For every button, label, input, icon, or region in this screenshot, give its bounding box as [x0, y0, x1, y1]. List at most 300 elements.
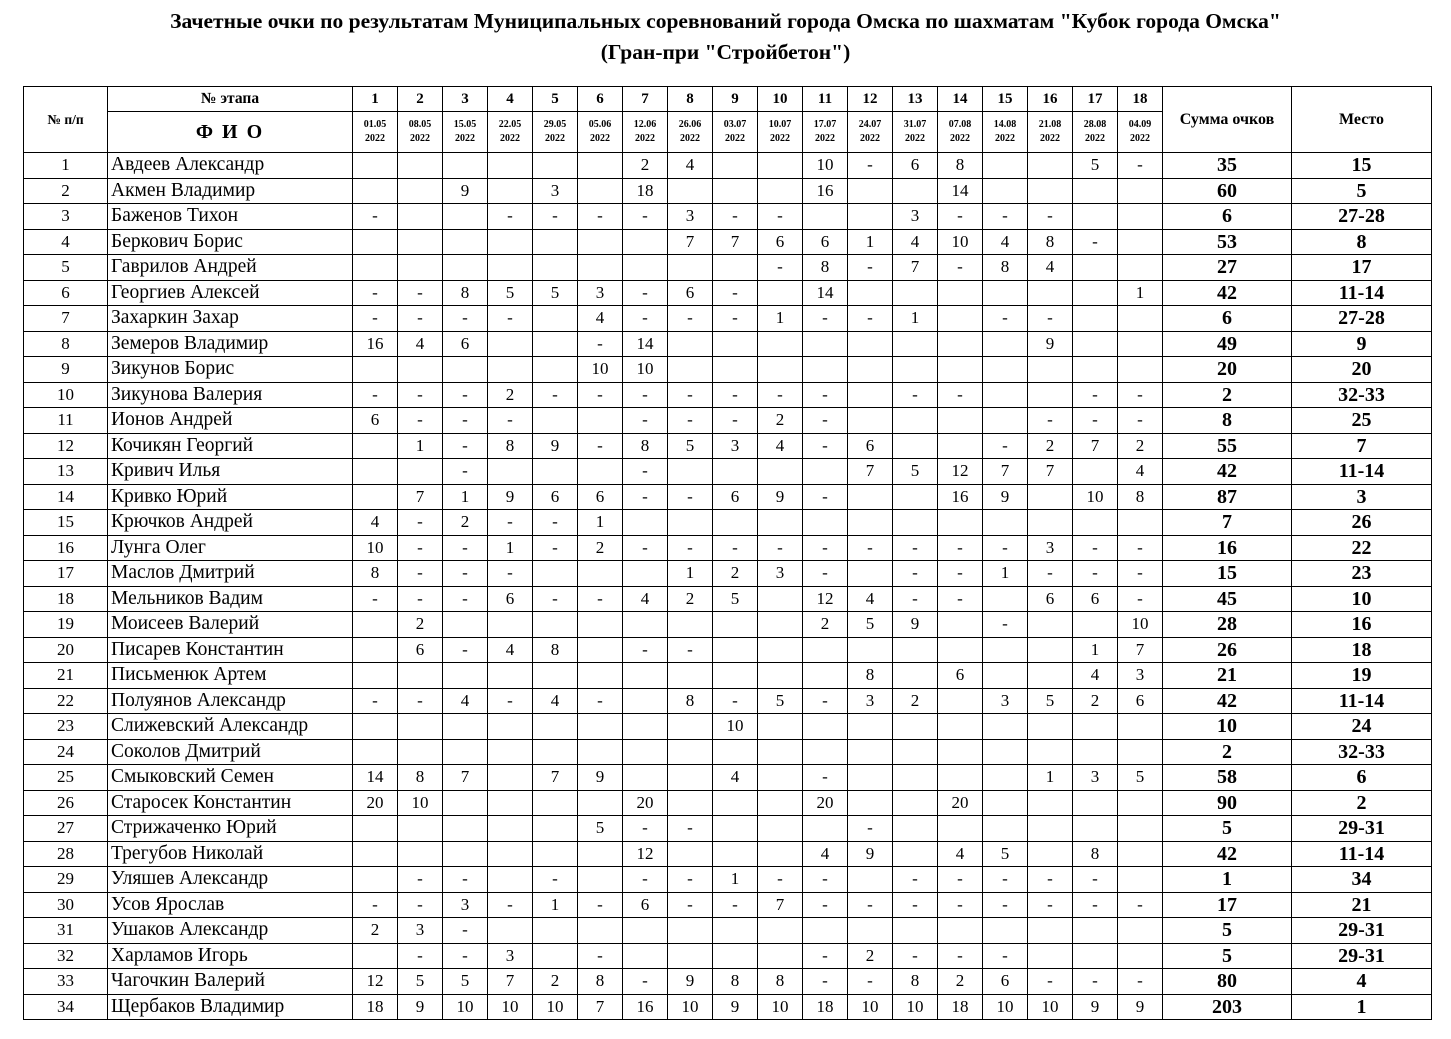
stage-score — [623, 612, 668, 638]
stage-score — [443, 255, 488, 281]
stage-score: - — [803, 765, 848, 791]
stage-date — [893, 112, 938, 153]
stage-score: - — [533, 204, 578, 230]
stage-score: - — [443, 943, 488, 969]
stage-score — [623, 561, 668, 587]
stage-score: 2 — [443, 510, 488, 536]
stage-score: - — [893, 892, 938, 918]
stage-score — [578, 178, 623, 204]
stage-score — [758, 790, 803, 816]
stage-score: 8 — [758, 969, 803, 995]
player-name: Маслов Дмитрий — [108, 561, 353, 587]
stage-score: 8 — [578, 969, 623, 995]
stage-score: 7 — [578, 994, 623, 1020]
stage-score — [533, 943, 578, 969]
stage-score — [983, 153, 1028, 179]
stage-score — [668, 714, 713, 740]
stage-score — [1118, 943, 1163, 969]
stage-score — [353, 484, 398, 510]
stage-date — [623, 112, 668, 153]
stage-score: 18 — [938, 994, 983, 1020]
stage-score: - — [398, 943, 443, 969]
stage-score: - — [803, 484, 848, 510]
table-row — [24, 969, 1432, 995]
stage-score: 6 — [533, 484, 578, 510]
stage-score: 2 — [398, 612, 443, 638]
stage-score — [983, 331, 1028, 357]
stage-score: 3 — [443, 892, 488, 918]
stage-score: 3 — [533, 178, 578, 204]
stage-score — [713, 153, 758, 179]
stage-score — [758, 637, 803, 663]
table-row — [24, 816, 1432, 842]
stage-score: - — [443, 306, 488, 332]
stage-score — [398, 204, 443, 230]
stage-score — [848, 637, 893, 663]
place: 23 — [1292, 561, 1432, 587]
stage-score — [848, 790, 893, 816]
stage-score: 1 — [758, 306, 803, 332]
stage-score — [578, 918, 623, 944]
stage-score: - — [623, 969, 668, 995]
stage-date — [353, 112, 398, 153]
player-name: Слижевский Александр — [108, 714, 353, 740]
table-row — [24, 535, 1432, 561]
stage-score — [938, 918, 983, 944]
stage-date-day: 14.08 — [993, 119, 1017, 130]
stage-score — [893, 510, 938, 536]
total-points: 2 — [1163, 382, 1292, 408]
row-number: 31 — [24, 918, 108, 944]
stage-score — [983, 510, 1028, 536]
stage-score — [983, 816, 1028, 842]
stage-score: 18 — [623, 178, 668, 204]
stage-score: 10 — [983, 994, 1028, 1020]
stage-score — [893, 408, 938, 434]
stage-score: 5 — [893, 459, 938, 485]
stage-score: 20 — [623, 790, 668, 816]
stage-score: 4 — [488, 637, 533, 663]
stage-score: 10 — [938, 229, 983, 255]
stage-score: - — [1118, 408, 1163, 434]
stage-score: 12 — [938, 459, 983, 485]
stage-score: 7 — [1028, 459, 1073, 485]
stage-score: 4 — [578, 306, 623, 332]
table-row — [24, 382, 1432, 408]
stage-score: 2 — [623, 153, 668, 179]
stage-date — [713, 112, 758, 153]
stage-score: - — [848, 306, 893, 332]
stage-score — [938, 688, 983, 714]
stage-score: 2 — [938, 969, 983, 995]
row-number: 18 — [24, 586, 108, 612]
stage-score — [353, 841, 398, 867]
stage-score — [1118, 867, 1163, 893]
stage-score: - — [758, 535, 803, 561]
stage-score: 1 — [1028, 765, 1073, 791]
stage-number: 12 — [848, 87, 893, 112]
stage-score: 4 — [398, 331, 443, 357]
place: 27-28 — [1292, 204, 1432, 230]
stage-number: 1 — [353, 87, 398, 112]
stage-score: 2 — [1073, 688, 1118, 714]
stage-score: 10 — [1073, 484, 1118, 510]
stage-score: - — [668, 867, 713, 893]
stage-score: 4 — [893, 229, 938, 255]
stage-score — [983, 790, 1028, 816]
stage-score: 4 — [758, 433, 803, 459]
stage-score: - — [668, 892, 713, 918]
row-number: 20 — [24, 637, 108, 663]
player-name: Кривко Юрий — [108, 484, 353, 510]
stage-score — [533, 255, 578, 281]
player-name: Зикунов Борис — [108, 357, 353, 383]
row-number: 28 — [24, 841, 108, 867]
row-number: 7 — [24, 306, 108, 332]
stage-score — [848, 765, 893, 791]
player-name: Щербаков Владимир — [108, 994, 353, 1020]
stage-score: 10 — [1028, 994, 1073, 1020]
stage-score — [1028, 612, 1073, 638]
stage-score — [533, 153, 578, 179]
row-number: 8 — [24, 331, 108, 357]
stage-score: 2 — [758, 408, 803, 434]
stage-number: 2 — [398, 87, 443, 112]
stage-score: - — [668, 637, 713, 663]
player-name: Гаврилов Андрей — [108, 255, 353, 281]
stage-score — [353, 357, 398, 383]
stage-score — [1118, 255, 1163, 281]
stage-score: 8 — [1118, 484, 1163, 510]
stage-score: 3 — [578, 280, 623, 306]
stage-score: 4 — [1073, 663, 1118, 689]
player-name: Чагочкин Валерий — [108, 969, 353, 995]
stage-date — [578, 112, 623, 153]
stage-score: - — [938, 892, 983, 918]
stage-score: 10 — [398, 790, 443, 816]
stage-score — [353, 943, 398, 969]
stage-score: 9 — [758, 484, 803, 510]
stage-score: 9 — [893, 612, 938, 638]
stage-score: 5 — [758, 688, 803, 714]
stage-date-day: 12.06 — [633, 119, 657, 130]
stage-score — [1028, 153, 1073, 179]
stage-date-year: 2022 — [365, 133, 385, 144]
results-body — [24, 153, 1432, 1020]
stage-number: 18 — [1118, 87, 1163, 112]
stage-score: 9 — [1073, 994, 1118, 1020]
total-points: 21 — [1163, 663, 1292, 689]
stage-score: 1 — [848, 229, 893, 255]
place: 29-31 — [1292, 918, 1432, 944]
stage-score: 20 — [938, 790, 983, 816]
total-points: 90 — [1163, 790, 1292, 816]
stage-score: - — [488, 204, 533, 230]
stage-score — [1028, 943, 1073, 969]
stage-score — [668, 459, 713, 485]
stage-score: - — [443, 382, 488, 408]
stage-score — [1073, 510, 1118, 536]
stage-score: - — [623, 535, 668, 561]
stage-score — [578, 153, 623, 179]
table-row — [24, 229, 1432, 255]
stage-score: 8 — [623, 433, 668, 459]
stage-score: 5 — [668, 433, 713, 459]
stage-score: - — [578, 943, 623, 969]
player-name: Лунга Олег — [108, 535, 353, 561]
table-row — [24, 255, 1432, 281]
table-row — [24, 408, 1432, 434]
place: 11-14 — [1292, 688, 1432, 714]
table-row — [24, 433, 1432, 459]
stage-score: 16 — [623, 994, 668, 1020]
stage-score — [938, 765, 983, 791]
player-name: Смыковский Семен — [108, 765, 353, 791]
stage-score — [983, 739, 1028, 765]
stage-score: - — [533, 535, 578, 561]
stage-score: 2 — [533, 969, 578, 995]
stage-score: - — [893, 867, 938, 893]
total-points: 15 — [1163, 561, 1292, 587]
stage-score: 1 — [713, 867, 758, 893]
stage-score — [578, 663, 623, 689]
stage-score: - — [1073, 229, 1118, 255]
stage-score: 2 — [893, 688, 938, 714]
stage-score: 4 — [983, 229, 1028, 255]
stage-score: - — [1073, 892, 1118, 918]
stage-score: - — [983, 612, 1028, 638]
table-row — [24, 459, 1432, 485]
stage-score: - — [353, 204, 398, 230]
stage-score: 8 — [803, 255, 848, 281]
stage-score — [668, 841, 713, 867]
total-points: 28 — [1163, 612, 1292, 638]
stage-score — [623, 255, 668, 281]
stage-score — [1028, 918, 1073, 944]
stage-score: 5 — [443, 969, 488, 995]
stage-score: 5 — [1118, 765, 1163, 791]
stage-score — [1118, 510, 1163, 536]
stage-score — [623, 739, 668, 765]
stage-score — [938, 306, 983, 332]
stage-score — [353, 178, 398, 204]
total-points: 42 — [1163, 280, 1292, 306]
stage-score: - — [668, 484, 713, 510]
stage-score — [353, 153, 398, 179]
stage-score: - — [803, 969, 848, 995]
total-points: 17 — [1163, 892, 1292, 918]
table-row — [24, 586, 1432, 612]
player-name: Зикунова Валерия — [108, 382, 353, 408]
stage-score — [443, 714, 488, 740]
stage-score — [848, 510, 893, 536]
stage-score: - — [668, 408, 713, 434]
stage-score: - — [1028, 408, 1073, 434]
stage-score: 20 — [803, 790, 848, 816]
stage-score: 7 — [983, 459, 1028, 485]
stage-score: - — [488, 408, 533, 434]
stage-score: 10 — [848, 994, 893, 1020]
place: 34 — [1292, 867, 1432, 893]
row-number: 15 — [24, 510, 108, 536]
stage-score — [533, 790, 578, 816]
stage-score: - — [353, 586, 398, 612]
stage-score: 3 — [1028, 535, 1073, 561]
stage-score — [578, 612, 623, 638]
place: 7 — [1292, 433, 1432, 459]
stage-score: 7 — [758, 892, 803, 918]
stage-score: 9 — [1118, 994, 1163, 1020]
stage-score: 5 — [983, 841, 1028, 867]
row-number: 3 — [24, 204, 108, 230]
stage-score: 5 — [398, 969, 443, 995]
stage-date-year: 2022 — [455, 133, 475, 144]
stage-score: 1 — [983, 561, 1028, 587]
stage-score — [848, 714, 893, 740]
stage-score — [1028, 280, 1073, 306]
place: 21 — [1292, 892, 1432, 918]
place: 20 — [1292, 357, 1432, 383]
stage-score: 9 — [578, 765, 623, 791]
row-number: 25 — [24, 765, 108, 791]
row-number: 4 — [24, 229, 108, 255]
stage-score — [1028, 816, 1073, 842]
stage-score: - — [1073, 561, 1118, 587]
stage-score: - — [1073, 382, 1118, 408]
stage-score: 2 — [353, 918, 398, 944]
stage-date — [488, 112, 533, 153]
stage-score — [488, 739, 533, 765]
stage-date — [1028, 112, 1073, 153]
stage-number: 17 — [1073, 87, 1118, 112]
stage-score: 10 — [533, 994, 578, 1020]
stage-score: 7 — [533, 765, 578, 791]
stage-score — [848, 408, 893, 434]
stage-score: 16 — [353, 331, 398, 357]
stage-score — [758, 510, 803, 536]
stage-date-year: 2022 — [545, 133, 565, 144]
total-points: 10 — [1163, 714, 1292, 740]
stage-score: 6 — [758, 229, 803, 255]
player-name: Уляшев Александр — [108, 867, 353, 893]
stage-score: 1 — [398, 433, 443, 459]
place: 11-14 — [1292, 459, 1432, 485]
stage-date-day: 01.05 — [363, 119, 387, 130]
stage-score — [488, 918, 533, 944]
stage-score — [668, 612, 713, 638]
stage-score — [488, 867, 533, 893]
place: 27-28 — [1292, 306, 1432, 332]
row-number: 24 — [24, 739, 108, 765]
stage-score — [398, 816, 443, 842]
stage-score: 6 — [713, 484, 758, 510]
stage-date-day: 05.06 — [588, 119, 612, 130]
stage-score: - — [848, 535, 893, 561]
stage-score: 16 — [803, 178, 848, 204]
table-row — [24, 204, 1432, 230]
stage-score — [443, 841, 488, 867]
row-number: 16 — [24, 535, 108, 561]
stage-score: - — [713, 204, 758, 230]
stage-score: - — [623, 459, 668, 485]
stage-score — [1073, 357, 1118, 383]
stage-score — [983, 280, 1028, 306]
stage-score — [803, 816, 848, 842]
stage-score — [893, 816, 938, 842]
stage-number: 10 — [758, 87, 803, 112]
stage-score — [623, 663, 668, 689]
player-name: Георгиев Алексей — [108, 280, 353, 306]
stage-score: - — [938, 586, 983, 612]
table-row — [24, 892, 1432, 918]
stage-score: 1 — [1073, 637, 1118, 663]
stage-score: 4 — [353, 510, 398, 536]
stage-date-day: 17.07 — [813, 119, 837, 130]
stage-score — [893, 484, 938, 510]
stage-score: 10 — [758, 994, 803, 1020]
stage-score — [713, 663, 758, 689]
stage-score: - — [1118, 535, 1163, 561]
stage-score: 10 — [623, 357, 668, 383]
total-points: 27 — [1163, 255, 1292, 281]
total-points: 49 — [1163, 331, 1292, 357]
stage-score — [713, 790, 758, 816]
stage-score — [353, 459, 398, 485]
stage-score: 4 — [1028, 255, 1073, 281]
stage-number: 9 — [713, 87, 758, 112]
stage-score: 6 — [488, 586, 533, 612]
stage-score — [938, 331, 983, 357]
stage-date-year: 2022 — [590, 133, 610, 144]
stage-score — [578, 637, 623, 663]
stage-date — [758, 112, 803, 153]
stage-score: - — [1073, 969, 1118, 995]
table-row — [24, 484, 1432, 510]
stage-score — [1028, 178, 1073, 204]
place: 16 — [1292, 612, 1432, 638]
stage-score: - — [578, 433, 623, 459]
stage-score — [983, 357, 1028, 383]
row-number: 32 — [24, 943, 108, 969]
stage-score — [623, 688, 668, 714]
stage-score — [893, 714, 938, 740]
stage-score: - — [398, 561, 443, 587]
stage-score: - — [803, 867, 848, 893]
stage-score: 9 — [1028, 331, 1073, 357]
stage-score — [758, 357, 803, 383]
stage-score: - — [533, 867, 578, 893]
stage-score — [398, 739, 443, 765]
place: 15 — [1292, 153, 1432, 179]
row-number: 9 — [24, 357, 108, 383]
stage-score — [848, 561, 893, 587]
stage-score: - — [983, 204, 1028, 230]
stage-score — [1028, 484, 1073, 510]
table-row — [24, 637, 1432, 663]
stage-score — [848, 280, 893, 306]
stage-score — [623, 229, 668, 255]
stage-score — [893, 765, 938, 791]
stage-score — [713, 918, 758, 944]
stage-score: - — [1028, 306, 1073, 332]
stage-score — [713, 637, 758, 663]
stage-score: 4 — [1118, 459, 1163, 485]
row-number: 27 — [24, 816, 108, 842]
title-line-2: (Гран-при "Стройбетон") — [600, 40, 851, 64]
stage-score: - — [443, 561, 488, 587]
total-points: 35 — [1163, 153, 1292, 179]
stage-score — [803, 918, 848, 944]
